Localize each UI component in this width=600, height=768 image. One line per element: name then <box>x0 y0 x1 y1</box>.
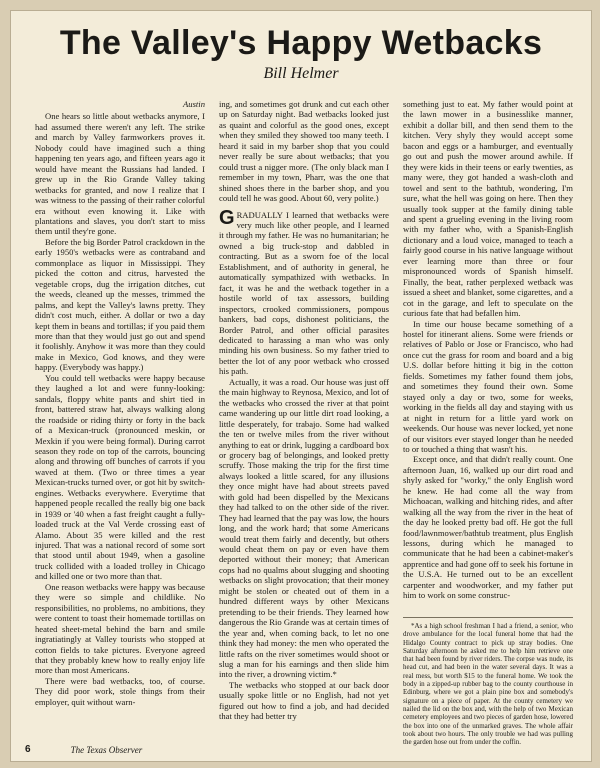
paragraph: You could tell wetbacks were happy because they laughed a lot and were funny-looking: sandals, floppy white pants and shirt tied in front, battered straw hat, always walking along the roadside or riding thirty or forty in the back of a Mexican-truck (pronounced meskin, or Mexkin if you were being formal). During carrot season they rode on top of the carrots, bouncing along and throwing off bunches of carrots if you waved at them. (Two or three times a year Mexican-trucks turned over, or got hit by switch-engines. Wetbacks everywhere. Everytime that happened people recalled the really big one back in 1939 or '40 when a fast freight caught a fully-loaded truck at the Val Verde crossing east of Alamo. About 35 were killed and the rest injured. That was a national record of some sort that stood until about 1949, when a gasoline truck collided with a loaded trolley in Chicago and killed one or two more than that. <box>35 372 205 582</box>
paragraph: One reason wetbacks were happy was because they were so simple and childlike. No responsibilities, no problems, no ambitions, they were content to toast their homemade tortillas on heated sheet-metal behind the barn and smile ingratiatingly at Valley tourists who stopped at cotton fields to take pictures. Everyone agreed that they probably knew how to really enjoy life more than most Americans. <box>35 581 205 676</box>
footnote-text: *As a high school freshman I had a friend, a senior, who drove ambulance for the local funeral home that had the Hidalgo County contract to pick up stray bodies. One Saturday afternoon he asked me to help him retrieve one that had been found by river riders. The corpse was nude, its head cut, and had been in the water several days. It was a real mess, but worth $15 to the funeral home. We took the body in a zipped-up rubber bag to the county courthouse in Edinburg, where we got a plain pine box and somebody's signature on a piece of paper. At the county cemetery we nailed the lid on the box and, with the help of two Mexican cemetery employees and two pieces of garden hose, lowered the box into one of the unmarked graves. The whole affair took about two hours. The only trouble we had was pulling the garden hose out from under the coffin. <box>403 622 573 747</box>
paragraph: Actually, it was a road. Our house was just off the main highway to Reynosa, Mexico, and lot of the wetbacks who crossed the river at that point came wandering up our little dirt road looking, a little desperately, for trabajo. Some had walked the ten or twelve miles from the river without anything to eat or drink, lugging a cardboard box or grocery bag of belongings, and looked pretty scruffy. Those making the trip for the first time always looked a little scared, for any illusions they once might have had about streets paved with gold had been dispelled by the Mexicans they had talked to on the other side of the river. They had learned that the pay was low, the hours long, and the work hard; that some Americans would treat them fairly and decently, but others would cheat them on pay or even have them deported without their money; that American cops had no qualms about slugging and shooting wetbacks on slight provocation; that their money might be stolen or cheated out of them in a hundred different ways by other Mexicans pretending to be their friends. They learned how dangerous the Rio Grande was at certain times of the year and, when coming back, to let no one think they had money: the men who operated the little rafts on the river sometimes would shoot or slug a man for his earnings and then slide him into the river, a drowning victim.* <box>219 376 389 680</box>
paragraph: ing, and sometimes got drunk and cut each other up on Saturday night. Bad wetbacks looked just as quaint and colorful as the good ones, except when they smiled they showed too many teeth. I heard it said in my barber shop that you could never really be sure about wetbacks; that you could trust a nigger more. (The only black man I remember in my town, Pharr, was the one that shined shoes there in the barber shop, and you could tell he was good. About 60, very polite.) <box>219 99 389 204</box>
paragraph-text: RADUALLY I learned that wetbacks were very much like other people, and I learned it through my father. He was no humanitarian; he owned a big truck-stop and dabbled in contracting. But as a sworn foe of the local Establishment, and of authority in general, he automatically sympathized with wetbacks. In fact, it was he and the wetback together in a hostile world of tax assessors, building inspectors, crooked commissioners, pompous bankers, bad cops, dishonest politicians, the Border Patrol, and other official parasites dedicated to harassing a man who was only minding his own business. So my father tried to better the lot of any poor wetback who crossed his path. <box>219 209 389 377</box>
paragraph: In time our house became something of a hostel for itinerant aliens. Some were friends or relatives of Pablo or Jose or Francisco, who had once cut the grass for room and board and a big U.S. dollar before hitting it big in the cotton fields. Sometimes my father found them jobs, and sometimes they found their own. Some stayed only a day or two, some for weeks, working in the fields all day and staying with us at night in return for a little yard work on weekends. Our house was never locked, yet none of our visitors ever stayed longer than he needed to or touched a thing that wasn't his. <box>403 318 573 454</box>
magazine-page <box>10 10 592 762</box>
article-column-2 <box>219 99 389 745</box>
page-number: 6 <box>25 744 31 755</box>
article-column-3 <box>403 99 573 607</box>
article-title: The Valley's Happy Wetbacks <box>59 24 543 62</box>
section-opening-paragraph <box>219 206 389 377</box>
article-byline: Bill Helmer <box>263 65 339 82</box>
footnote <box>403 617 573 746</box>
paragraph: Before the big Border Patrol crackdown in the early 1950's wetbacks were as contraband and commonplace as liquor in Mississippi. They picked the cotton and citrus, harvested the vegetable crops, dug the irrigation ditches, cut the weeds, cleaned up the messes, trimmed the palms, and kept the Valley's lawns pretty. They didn't cost much, either. A dollar or two a day kept them in beans and tortillas; if you paid them more than that they would just go out and spend it foolishly. Anyhow it was more than they could make in Mexico, God knows, and they were happy. (Everybody was happy.) <box>35 236 205 373</box>
drop-cap: G <box>219 206 235 229</box>
article-column-1 <box>35 99 205 745</box>
paragraph: something just to eat. My father would point at the lawn mower in a businesslike manner, exhibit a dollar bill, and then send them to the kitchen. Very shyly they would accept some bacon and eggs or a hamburger, and eventually go out and push the mower around awhile. If they were kids in their teens or early twenties, as many were, they got handed a wash-cloth and towel and sent to the bathtub, wondering, I'm sure, what the hell was going on here. Then they usually took supper at the family dining table and spent a grueling evening in the living room with my father who, with a Spanish-English dictionary and a loud voice, managed to teach a fairly good course in his native language without ever learning more than three or four mispronounced words of Spanish himself. Finally, the beat, rather perplexed wetback was issued a sheet and blanket, some cigarettes, and a cot in the garage, and left to speculate on the curious fate that had befallen him. <box>403 99 573 319</box>
paragraph: The wetbacks who stopped at our back door usually spoke little or no English, had not yet figured out how to find a job, and had decided that they had better try <box>219 679 389 722</box>
publication-name: The Texas Observer <box>70 744 143 755</box>
page-footer <box>25 744 405 755</box>
dateline: Austin <box>183 99 205 109</box>
paragraph: Except once, and that didn't really count. One afternoon Juan, 16, walked up our dirt road and shyly asked for "worky," the only English word he knew. He had come all the way from Michoacan, walking and hitching rides, and after walking all the way from the river in the heat of the day he looked pretty bad off. He got the full food/lawnmower/bathtub treatment, plus English lessons, during which he managed to communicate that he had been a cabinet-maker's apprentice and had gone off to seek his fortune in the U.S.A. He turned out to be an excellent carpenter and woodworker, and my father put him to work on some construc- <box>403 454 573 601</box>
paragraph: One hears so little about wetbacks anymore, I had assumed there weren't any left. The strike and march by Valley farmworkers proves it. Nobody could have imagined such a thing happening ten years ago, and fifteen years ago it would have meant the Russians had landed. I grew up in the Rio Grande Valley taking wetbacks for granted, and now I realize that I was witness to the passing of their rather colorful era without even knowing it. Like with plantations and slaves, you don't start to miss them until they're gone. <box>35 111 205 237</box>
paragraph: There were bad wetbacks, too, of course. They did poor work, stole things from their employer, quit without warn- <box>35 675 205 707</box>
